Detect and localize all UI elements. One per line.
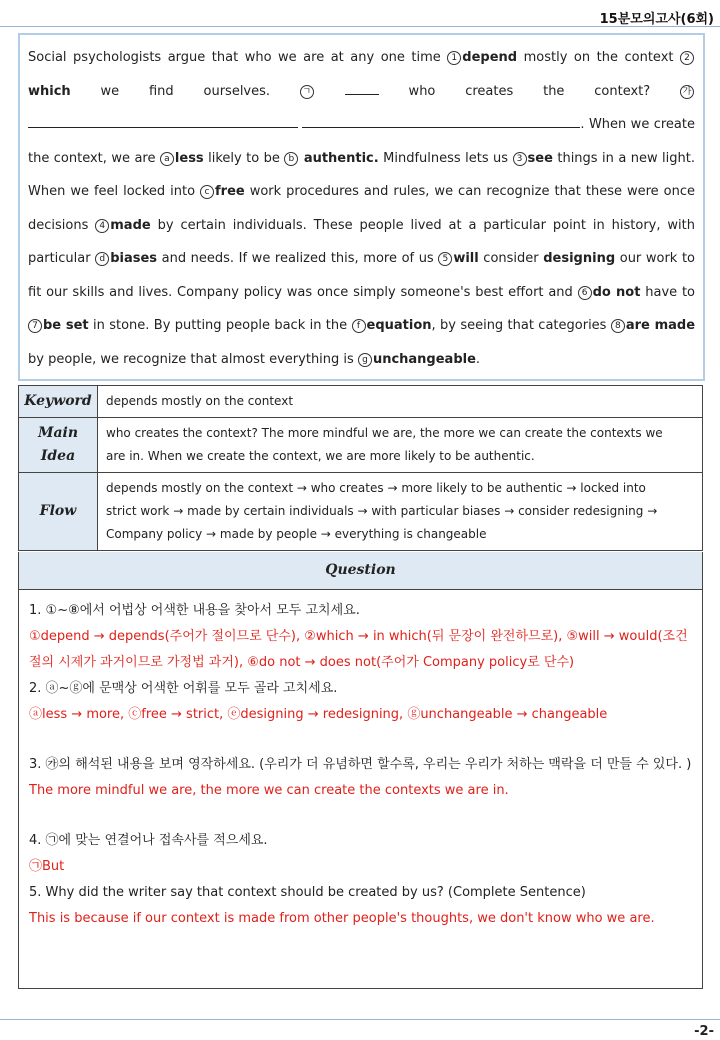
- answer-4: ㉠But: [29, 859, 65, 874]
- passage-text: Mindfulness lets us: [378, 150, 513, 166]
- underlined-word: do not: [592, 284, 641, 300]
- passage-text: mostly on the context: [517, 50, 680, 65]
- passage-text: consider: [478, 251, 544, 266]
- passage-text: work procedures and rules, we can recognize that these were once decisions: [28, 184, 695, 233]
- underlined-word: authentic.: [303, 150, 379, 166]
- question-4: 4. ㉠에 맞는 연결어나 접속사를 적으세요.: [29, 833, 268, 848]
- question-box: [18, 552, 703, 989]
- question-header: Question: [19, 552, 702, 590]
- main-idea-line: are in. When we create the context, we are more likely to be authentic.: [106, 449, 535, 463]
- passage-text: who creates the context?: [378, 83, 681, 99]
- letter-marker: c: [200, 185, 214, 199]
- question-1: 1. ①~⑧에서 어법상 어색한 내용을 찾아서 모두 고치세요.: [29, 603, 360, 618]
- keyword-label: Keyword: [19, 386, 98, 418]
- main-idea-line: who creates the context? The more mindful we are, the more we can create the contexts we: [106, 426, 663, 440]
- answer-2: ⓐless → more, ⓒfree → strict, ⓔdesigning → redesigning, ⓖunchangeable → changeable: [29, 707, 608, 722]
- main-idea-label: Main Idea: [19, 418, 98, 473]
- number-marker: 1: [447, 51, 461, 65]
- flow-line: strict work → made by certain individuals → with particular biases → consider redesigning →: [106, 504, 658, 518]
- answer-blank: [28, 117, 298, 128]
- letter-marker: 가: [680, 85, 694, 99]
- question-3: 3. ㉮의 해석된 내용을 보며 영작하세요. (우리가 더 유념하면 할수록, 우리는 우리가 처하는 맥락을 더 만들 수 있다. ): [29, 757, 692, 772]
- flow-line: Company policy → made by people → everything is changeable: [106, 527, 487, 541]
- passage-text: things in a new light. When we feel locked into: [28, 150, 695, 199]
- underlined-word: be set: [43, 318, 89, 333]
- number-marker: 6: [578, 286, 592, 300]
- passage-text: , by seeing that categories: [431, 318, 611, 333]
- flow-row: [19, 473, 703, 551]
- number-marker: 5: [438, 252, 452, 266]
- page-number: -2-: [694, 1024, 714, 1039]
- answer-blank: [302, 117, 580, 128]
- underlined-word: designing: [543, 251, 616, 266]
- underlined-word: equation: [366, 318, 432, 333]
- answer-3: The more mindful we are, the more we can create the contexts we are in.: [29, 783, 509, 798]
- number-marker: 2: [680, 51, 694, 65]
- number-marker: 3: [513, 152, 527, 166]
- passage-text: Social psychologists argue that who we are at any one time: [28, 50, 448, 65]
- underlined-word: are made: [625, 318, 696, 333]
- number-marker: 7: [28, 319, 42, 333]
- answer-5: This is because if our context is made from other people's thoughts, we don't know who we are.: [29, 911, 655, 926]
- summary-table: [18, 385, 703, 551]
- flow-value: [98, 473, 703, 551]
- passage-text: .: [475, 351, 481, 367]
- number-marker: 4: [95, 219, 109, 233]
- main-idea-value: [98, 418, 703, 473]
- passage-text: and needs. If we realized this, more of us: [157, 251, 439, 266]
- footer-divider: [0, 1019, 720, 1020]
- passage-text: our work to fit our skills and lives. Company policy was once simply someone's best effort and: [28, 251, 695, 300]
- answer-1-line: ①depend → depends(주어가 절이므로 단수), ②which → in which(뒤 문장이 완전하므로), ⑤will → would(조건: [29, 629, 688, 644]
- passage-text: have to: [640, 284, 695, 300]
- answer-1-line: 절의 시제가 과거이므로 가정법 과거), ⑥do not → does not(주어가 Company policy로 단수): [29, 655, 575, 670]
- letter-marker: f: [352, 319, 366, 333]
- letter-marker: g: [358, 353, 372, 367]
- passage-text: by certain individuals. These people lived at a particular point in history, with particular: [28, 217, 695, 266]
- keyword-row: [19, 386, 703, 418]
- underlined-word: depend: [462, 50, 518, 65]
- flow-line: depends mostly on the context → who creates → more likely to be authentic → locked into: [106, 481, 646, 495]
- passage-box: [18, 33, 705, 381]
- number-marker: 8: [611, 319, 625, 333]
- underlined-word: made: [110, 217, 151, 233]
- question-5: 5. Why did the writer say that context should be created by us? (Complete Sentence): [29, 885, 586, 900]
- underlined-word: free: [215, 184, 245, 199]
- passage-text: in stone. By putting people back in the: [88, 318, 352, 333]
- underlined-word: will: [453, 251, 479, 266]
- underlined-word: biases: [110, 251, 158, 266]
- letter-marker: ㄱ: [300, 85, 314, 99]
- passage-text: we find ourselves.: [70, 83, 300, 99]
- letter-marker: a: [160, 152, 174, 166]
- underlined-word: see: [527, 150, 553, 166]
- underlined-word: unchangeable: [372, 351, 476, 367]
- answer-blank: [345, 84, 379, 95]
- underlined-word: less: [174, 150, 204, 166]
- flow-label: Flow: [19, 473, 98, 551]
- exam-title: 15분모의고사(6회): [599, 12, 714, 27]
- passage-text: . When we create the context, we are: [28, 117, 695, 166]
- letter-marker: b: [284, 152, 298, 166]
- passage-text: likely to be: [203, 150, 285, 166]
- question-body: [19, 590, 702, 940]
- passage-text: by people, we recognize that almost everything is: [28, 351, 358, 367]
- header-divider: [0, 26, 720, 27]
- underlined-word: which: [28, 83, 71, 99]
- letter-marker: d: [95, 252, 109, 266]
- keyword-value: depends mostly on the context: [98, 386, 703, 418]
- question-2: 2. ⓐ~ⓖ에 문맥상 어색한 어휘를 모두 골라 고치세요.: [29, 681, 338, 696]
- main-idea-row: [19, 418, 703, 473]
